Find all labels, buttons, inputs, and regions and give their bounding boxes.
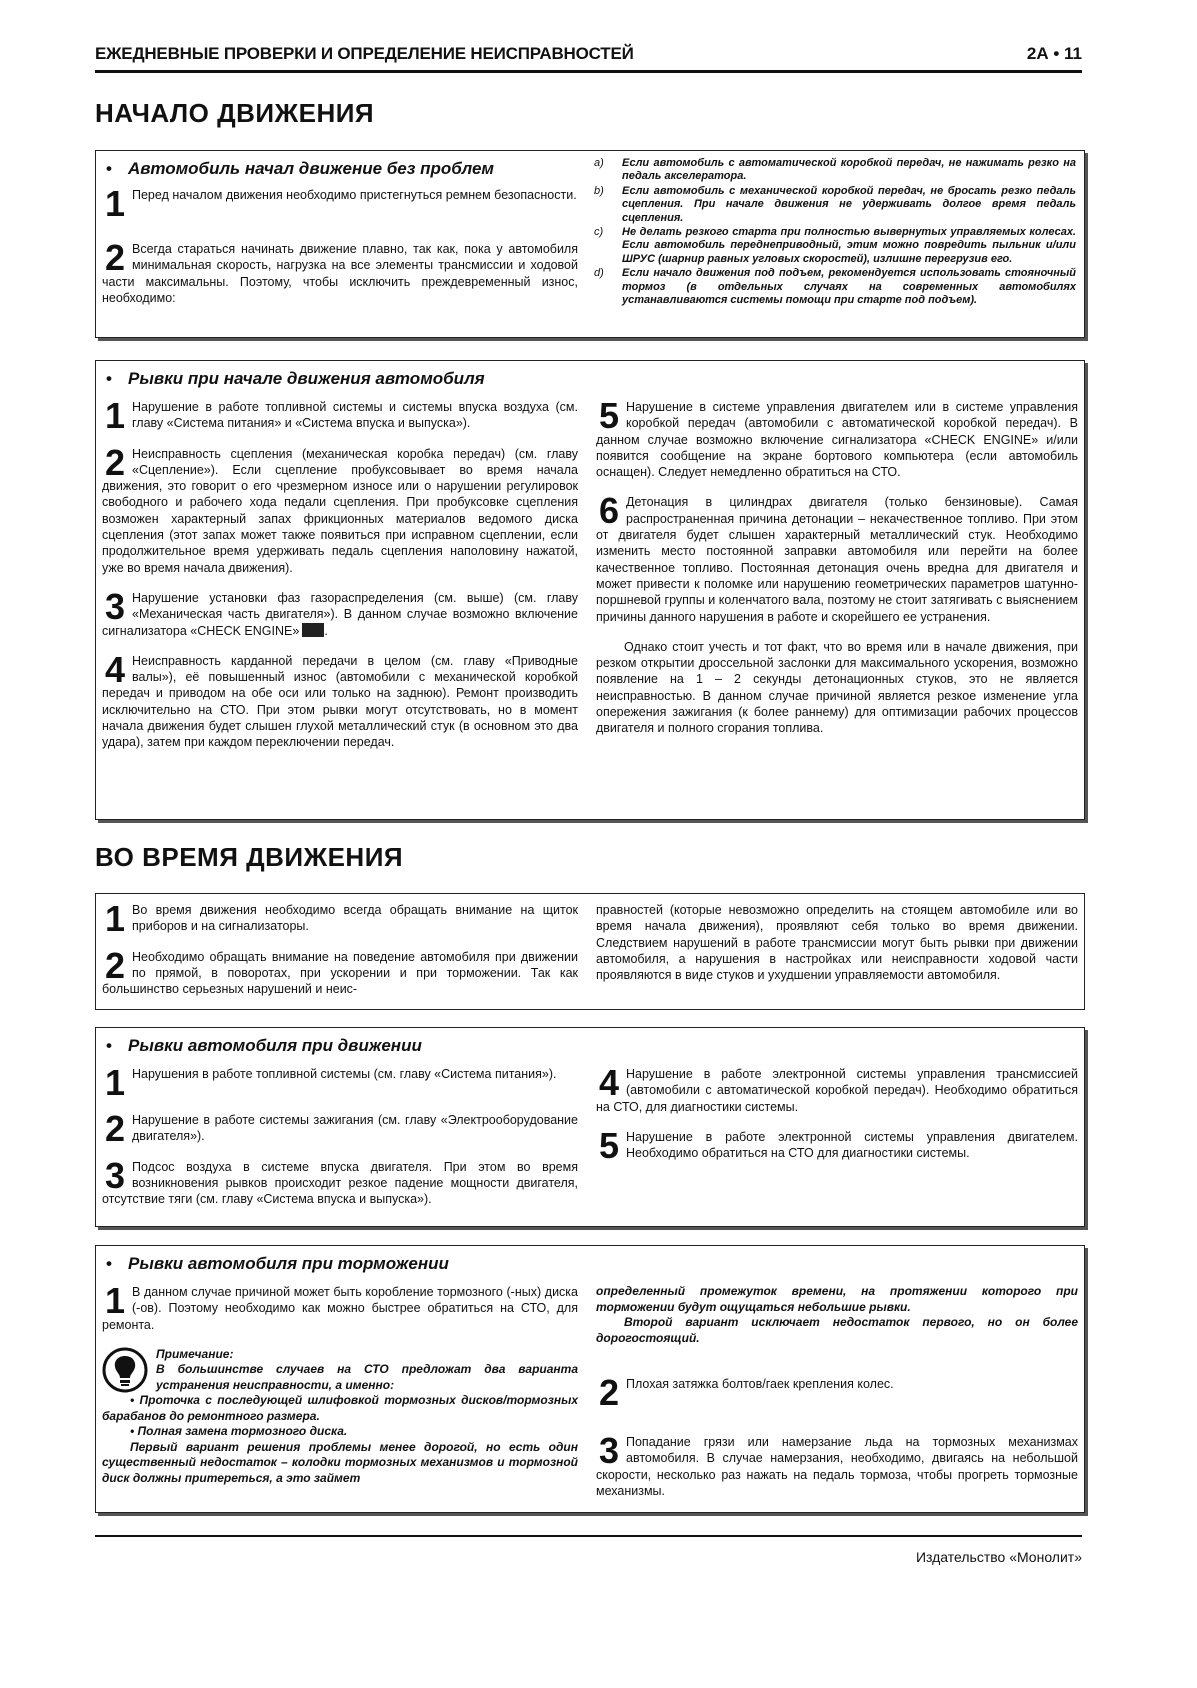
column-left bbox=[102, 1066, 578, 1221]
column-right bbox=[596, 902, 1078, 983]
numbered-item: 1 Нарушение в работе топливной системы и системы впуска воздуха (см. главу «Система питания» и «Система впуска и выпуска»). bbox=[104, 399, 578, 432]
lightbulb-icon bbox=[102, 1347, 148, 1393]
numbered-item: 1 Нарушения в работе топливной системы (см. главу «Система питания»). bbox=[104, 1066, 557, 1098]
numbered-item: 2 Нарушение в работе системы зажигания (см. главу «Электрооборудование двигателя»). bbox=[104, 1112, 578, 1145]
box-title-braking-jerks: • Рывки автомобиля при торможении bbox=[106, 1254, 449, 1273]
section-title-driving: ВО ВРЕМЯ ДВИЖЕНИЯ bbox=[95, 842, 404, 872]
note-bullet: • Проточка с последующей шлифовкой тормозных дисков/тормозных барабанов до ремонтного размера. bbox=[102, 1393, 578, 1423]
note-heading: Примечание: bbox=[156, 1346, 234, 1361]
column-right bbox=[596, 399, 1078, 737]
bullet: • bbox=[106, 159, 112, 178]
note-block bbox=[102, 1347, 578, 1487]
numbered-item: 2 Плохая затяжка болтов/гаек крепления колес. bbox=[598, 1376, 894, 1408]
numbered-item: 1 Во время движения необходимо всегда обращать внимание на щиток приборов и на сигнализаторы. bbox=[104, 902, 578, 935]
footer-rule bbox=[95, 1535, 1082, 1537]
note-bullet: • Полная замена тормозного диска. bbox=[130, 1424, 348, 1439]
list-item: a) Если автомобиль с автоматической коробкой передач, не нажимать резко на педаль акселератора. bbox=[594, 157, 1076, 183]
note-continuation: определенный промежуток времени, на протяжении которого при торможении будут ощущаться небольшие рывки. Второй вариант исключает недостаток первого, но он более дорогостоящий. bbox=[596, 1284, 1078, 1345]
column-left bbox=[102, 187, 578, 320]
bullet: • bbox=[106, 369, 112, 388]
box-driving-jerks bbox=[95, 1027, 1085, 1227]
paragraph-continuation: правностей (которые невозможно определить на стоящем автомобиле или во время начала движения), проявляют себя только во время движении. Следствием нарушений в работе трансмиссии могут быть рывки при движении автомобиля, а нарушения в настройках или неисправности ходовой части проявляются в виде стуков и ухудшении управляемости автомобиля. bbox=[596, 903, 1078, 983]
list-item: b) Если автомобиль с механической коробкой передач, не бросать резко педаль сцепления. При начале движения не удерживать долгое время педаль сцепления. bbox=[594, 184, 1076, 224]
box-driving-intro bbox=[95, 893, 1085, 1010]
check-engine-icon bbox=[302, 623, 324, 637]
list-item: c) Не делать резкого старта при полностью вывернутых управляемых колесах. Если автомобиль переднеприводный, этим можно повредить пыльник и/или ШРУС (шарнир равных угловых скоростей), излишне перегрузив его. bbox=[594, 226, 1076, 265]
bullet: • bbox=[106, 1254, 112, 1273]
numbered-item: 2 Необходимо обращать внимание на поведение автомобиля при движении по прямой, в поворотах, при ускорении и при торможении. Так как большинство серьезных нарушений и неис- bbox=[102, 948, 578, 997]
box-start-jerks bbox=[95, 360, 1085, 820]
publisher-footer: Издательство «Монолит» bbox=[915, 1549, 1082, 1565]
numbered-item: 1 В данном случае причиной может быть коробление тормозного (-ных) диска (-ов). Поэтому необходимо как можно быстрее обратиться на СТО, для ремонта. bbox=[102, 1284, 578, 1332]
box-start-ok bbox=[95, 150, 1085, 338]
column-left bbox=[102, 399, 578, 765]
numbered-item: 1 Перед началом движения необходимо пристегнуться ремнем безопасности. bbox=[104, 187, 577, 219]
running-header-title: ЕЖЕДНЕВНЫЕ ПРОВЕРКИ И ОПРЕДЕЛЕНИЕ НЕИСПРАВНОСТЕЙ bbox=[95, 44, 634, 63]
box-title-start-ok: • Автомобиль начал движение без проблем bbox=[106, 159, 494, 178]
numbered-item: 3 Подсос воздуха в системе впуска двигателя. При этом во время возникновения рывков происходит резкое падение мощности двигателя, отсутствие тяги (см. главу «Система впуска и выпуска»). bbox=[102, 1158, 578, 1207]
bullet: • bbox=[106, 1036, 112, 1055]
section-title-start: НАЧАЛО ДВИЖЕНИЯ bbox=[95, 98, 375, 128]
numbered-item: 5 Нарушение в системе управления двигателем или в системе управления коробкой передач (автомобили с автоматической коробкой передач). В данном случае возможно включение сигнализатора «CHECK ENGINE» и/или появится сообщение на экране бортового компьютера (если автомобиль оснащен). Следует немедленно обратиться на СТО. bbox=[596, 399, 1078, 480]
header-rule bbox=[95, 70, 1082, 73]
numbered-item: 3 Попадание грязи или намерзание льда на тормозных механизмах автомобиля. В случае намерзания, необходимо, двигаясь на небольшой скорости, несколько раз нажать на педаль тормоза, чтобы прогреть тормозные механизмы. bbox=[596, 1434, 1078, 1498]
list-item: d) Если начало движения под подъем, рекомендуется использовать стояночный тормоз (в отдельных случаях на современных автомобилях устанавливаются системы помощи при старте под подъем). bbox=[594, 267, 1076, 307]
numbered-item: 3 Нарушение установки фаз газораспределения (см. выше) (см. главу «Механическая часть двигателя»). В данном случае возможно включение сигнализатора «CHECK ENGINE» . bbox=[102, 589, 578, 638]
note-intro: В большинстве случаев на СТО предложат два варианта устранения неисправности, а именно: bbox=[156, 1362, 578, 1392]
box-braking-jerks bbox=[95, 1245, 1085, 1513]
numbered-item: 2 Всегда стараться начинать движение плавно, так как, пока у автомобиля минимальная скорость, нагрузка на все элементы трансмиссии и ходовой части максимальны. Поэтому, чтобы исключить преждевременный износ, необходимо: bbox=[102, 241, 578, 305]
column-right bbox=[596, 1284, 1078, 1513]
note-paragraph: Первый вариант решения проблемы менее дорогой, но есть один существенный недостаток – колодки тормозных механизмов и тормозной диск должны притереться, а это займет bbox=[102, 1439, 578, 1485]
box-title-start-jerks: • Рывки при начале движения автомобиля bbox=[106, 369, 485, 388]
column-right bbox=[596, 1066, 1078, 1175]
page-number: 2А • 11 bbox=[1026, 44, 1082, 63]
numbered-item: 4 Нарушение в работе электронной системы управления трансмиссией (автомобили с автоматической коробкой передач). Необходимо обратиться на СТО, для диагностики системы. bbox=[596, 1066, 1078, 1114]
numbered-item: 5 Нарушение в работе электронной системы управления двигателем. Необходимо обратиться на СТО для диагностики системы. bbox=[598, 1128, 1078, 1162]
numbered-item: 6 Детонация в цилиндрах двигателя (только бензиновые). Самая распространенная причина детонации – некачественное топливо. При этом от двигателя будет слышен характерный металлический стук. Необходимо изменить место постоянной заправки автомобиля или перейти на более качественное топливо. Постоянная детонация очень вредна для двигателя и может привести к поломке или нарушению геометрических параметров шатунно-поршневой группы и коленчатого вала, поэтому не стоит затягивать с выяснением причины данного нарушения в работе и скорейшего ее устранения. bbox=[596, 494, 1078, 624]
box-title-driving-jerks: • Рывки автомобиля при движении bbox=[106, 1036, 422, 1055]
paragraph-detonation-note: Однако стоит учесть и тот факт, что во время или в начале движения, при резком открытии дроссельной заслонки для максимального ускорения, возможно появление на 1 – 2 секунды детонационных стуков, это не является неисправностью. В данном случае причиной является резкое изменение угла опережения зажигания (к более раннему) для оптимизации рабочих процессов двигателя и полного сгорания топлива. bbox=[596, 639, 1078, 736]
numbered-item: 2 Неисправность сцепления (механическая коробка передач) (см. главу «Сцепление»). Если сцепление пробуксовывает во время начала движения, это говорит о его чрезмерном износе или о нарушении регулировок свободного и рабочего хода педали сцепления. При пробуксовке сцепления возможен характерный запах фрикционных материалов ведомого диска сцепления (этот запах может также появиться при исправном сцеплении, если продолжительное время удерживать педаль сцепления наполовину нажатой, уже во время начала движения). bbox=[102, 445, 578, 575]
column-left bbox=[102, 902, 578, 1011]
numbered-item: 4 Неисправность карданной передачи в целом (см. главу «Приводные валы»), её повышенный износ (автомобили с механической коробкой передач и приводом на обе оси или только на заднюю). Ремонт производить исключительно на СТО. При этом рывки могут отсутствовать, но в момент начала движения будет слышен глухой металлический стук (в основном это два удара), затем при каждом переключении передач. bbox=[102, 652, 578, 750]
column-right-list bbox=[594, 157, 1076, 308]
column-left bbox=[102, 1284, 578, 1486]
